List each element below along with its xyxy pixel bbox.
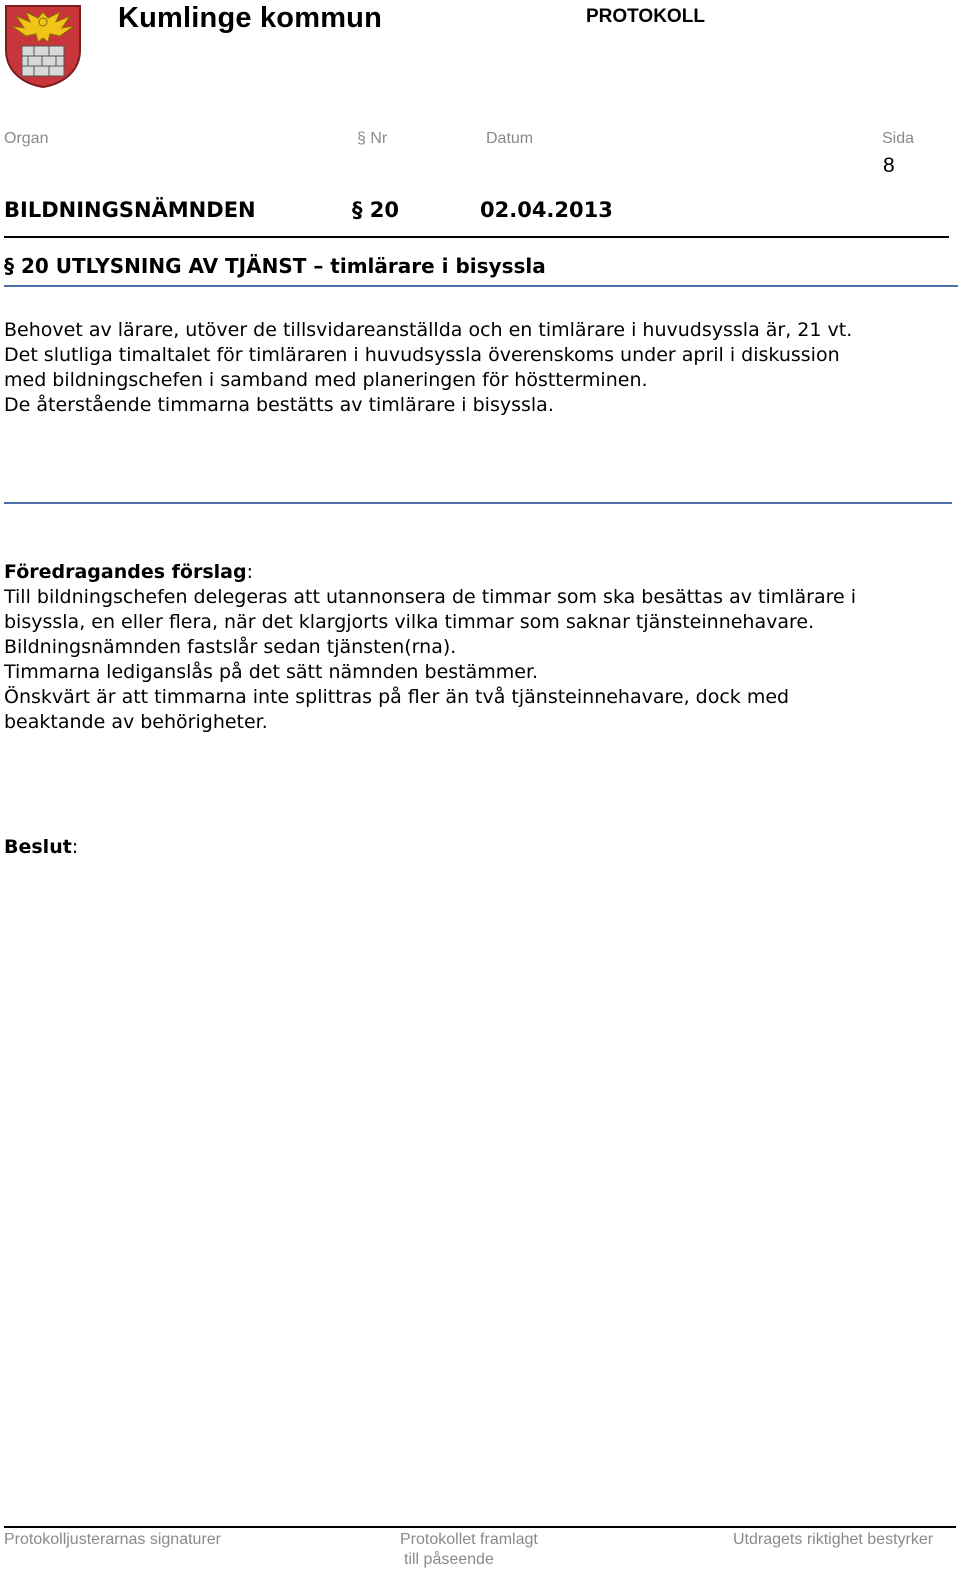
decision-heading: Beslut	[4, 836, 72, 858]
proposal-line: beaktande av behörigheter.	[4, 711, 268, 733]
footer-posted-line1: Protokollet framlagt	[400, 1531, 538, 1548]
sida-label: Sida	[882, 130, 915, 147]
municipality-crest	[4, 4, 82, 88]
proposal-line: Timmarna lediganslås på det sätt nämnden bestämmer.	[4, 661, 539, 683]
title-divider	[4, 285, 958, 287]
crest-icon	[4, 4, 82, 88]
proposal-heading: Föredragandes förslag	[4, 561, 247, 583]
nr-label: § Nr	[357, 130, 388, 147]
proposal-line: Till bildningschefen delegeras att utannonsera de timmar som ska besättas av timlärare i	[4, 586, 857, 608]
decision-heading-line	[4, 836, 78, 858]
body-divider	[4, 502, 952, 504]
footer-divider	[4, 1526, 956, 1528]
document-type: PROTOKOLL	[586, 6, 705, 27]
body-line: Det slutliga timaltalet för timläraren i huvudsyssla överenskoms under april i diskussion	[4, 344, 840, 366]
footer-certification: Utdragets riktighet bestyrker	[733, 1531, 934, 1548]
organ-value: BILDNINGSNÄMNDEN	[4, 198, 256, 222]
header-divider	[4, 236, 949, 238]
organ-label: Organ	[4, 130, 49, 147]
nr-value: § 20	[352, 198, 400, 222]
proposal-heading-line	[4, 560, 954, 585]
footer-posted	[400, 1530, 538, 1570]
body-line: Behovet av lärare, utöver de tillsvidareanställda och en timlärare i huvudsyssla är, 21 vt.	[4, 319, 853, 341]
proposal-line: Bildningsnämnden fastslår sedan tjänsten(rna).	[4, 636, 457, 658]
proposal-colon: :	[246, 561, 254, 583]
footer-signatures: Protokolljusterarnas signaturer	[4, 1531, 221, 1548]
proposal-section	[4, 560, 954, 735]
body-paragraph	[4, 318, 954, 418]
org-name: Kumlinge kommun	[118, 2, 383, 34]
body-line: De återstående timmarna bestätts av timlärare i bisyssla.	[4, 394, 554, 416]
section-title: § 20 UTLYSNING AV TJÄNST – timlärare i bisyssla	[4, 254, 546, 278]
decision-colon: :	[71, 836, 79, 858]
datum-label: Datum	[486, 130, 534, 147]
date-value: 02.04.2013	[480, 198, 613, 222]
page-number: 8	[883, 154, 895, 177]
proposal-line: bisyssla, en eller flera, när det klargjorts vilka timmar som saknar tjänsteinnehavare.	[4, 611, 815, 633]
proposal-line: Önskvärt är att timmarna inte splittras på fler än två tjänsteinnehavare, dock med	[4, 686, 790, 708]
footer-posted-line2: till påseende	[404, 1551, 494, 1568]
body-line: med bildningschefen i samband med planeringen för höstterminen.	[4, 369, 648, 391]
